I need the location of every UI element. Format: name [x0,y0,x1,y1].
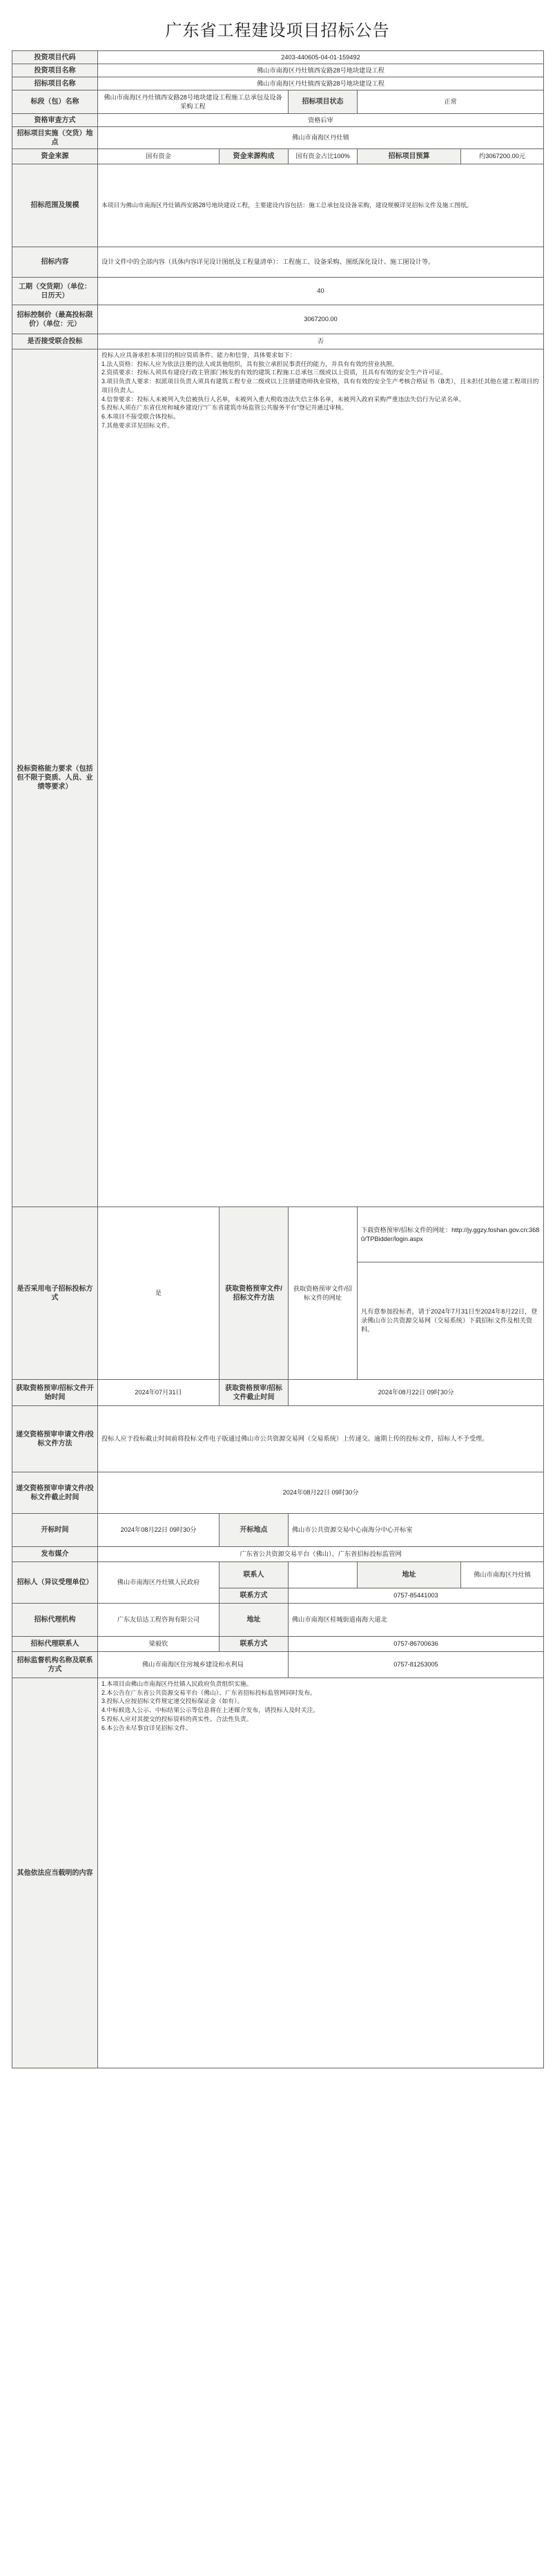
doc-get-url[interactable]: 下载资格预审/招标文件的网址：http://jy.ggzy.foshan.gov.cn:3680/TPBidder/login.aspx [358,1207,544,1262]
agency-label: 招标代理机构 [12,1604,98,1637]
agency-address-label: 地址 [220,1604,289,1637]
scope-label: 招标范围及规模 [12,164,98,247]
row-project-name [12,64,544,77]
publish-media-label: 发布媒介 [12,1547,98,1562]
location-label: 招标项目实施（交货）地点 [12,127,98,149]
project-name-label: 投资项目名称 [12,64,98,77]
supervisor-value: 佛山市南海区住房城乡建设和水利局 [98,1652,289,1678]
row-publish-media [12,1547,544,1562]
page-title: 广东省工程建设项目招标公告 [165,21,390,40]
supervisor-label: 招标监督机构名称及联系方式 [12,1652,98,1678]
row-agency [12,1604,544,1637]
doc-end-label: 获取资格预审/招标文件截止时间 [220,1380,289,1406]
row-qual-req [12,349,544,1207]
other-value: 1.本项目由佛山市南海区丹灶镇人民政府负责组织实施。 2.本公告在广东省公共资源交易平台（佛山）、广东省招标投标监管网同时发布。 3.投标人应按招标文件规定递交投标保证金（如有）。 4.中标候选人公示、中标结果公示等信息将在上述媒介发布，请投标人及时关注。 5.投标人应对其提交的投标资料的真实性、合法性负责。 6.本公告未尽事宜详见招标文件。 [98,1678,544,2068]
tenderee-name: 佛山市南海区丹灶镇人民政府 [98,1562,220,1604]
source-value: 国有资金 [98,149,220,164]
ceiling-label: 招标控制价（最高投标限价）（单位：元） [12,305,98,334]
budget-label: 招标项目预算 [358,149,461,164]
row-tenderee [12,1562,544,1588]
budget-value: 约3067200.00元 [461,149,544,164]
submit-deadline-label: 递交资格预审申请文件/投标文件截止时间 [12,1472,98,1514]
tenderee-label: 招标人（异议受理单位） [12,1562,98,1604]
row-qual-method [12,114,544,127]
project-code-label: 投资项目代码 [12,51,98,64]
joint-bid-label: 是否接受联合投标 [12,334,98,349]
row-scope [12,164,544,247]
status-label: 招标项目状态 [289,90,358,114]
joint-bid-value: 否 [98,334,544,349]
project-code-value: 2403-440605-04-01-159492 [98,51,544,64]
doc-get-method: 获取资格预审文件/招标文件的网址 [289,1207,358,1380]
row-supervisor [12,1652,544,1678]
project-name-value: 佛山市南海区丹灶镇西安路28号地块建设工程 [98,64,544,77]
tenderee-contact-label: 联系人 [220,1562,289,1588]
row-doc-times [12,1380,544,1406]
doc-start-value: 2024年07月31日 [98,1380,220,1406]
agency-address: 佛山市南海区桂城街道南海大道北 [289,1604,544,1637]
location-value: 佛山市南海区丹灶镇 [98,127,544,149]
supervisor-phone: 0757-81253005 [289,1652,544,1678]
doc-get-label: 获取资格预审文件/招标文件方法 [220,1207,289,1380]
content-label: 招标内容 [12,247,98,278]
tender-project-name-label: 招标项目名称 [12,77,98,90]
row-ceiling [12,305,544,334]
row-open [12,1514,544,1547]
e-bid-value: 是 [98,1207,220,1380]
section-name-label: 标段（包）名称 [12,90,98,114]
content-value: 设计文件中的全部内容（具体内容详见设计图纸及工程量清单）：工程施工、设备采购、图纸深化设计、施工图设计等。 [98,247,544,278]
tenderee-address-label: 地址 [358,1562,461,1588]
status-value: 正常 [358,90,544,114]
row-project-code [12,51,544,64]
source-label: 资金来源 [12,149,98,164]
duration-label: 工期（交货期）（单位：日历天） [12,278,98,305]
row-source [12,149,544,164]
scope-value: 本项目为佛山市南海区丹灶镇西安路28号地块建设工程，主要建设内容包括：施工总承包及设备采购，建设规模详见招标文件及施工图纸。 [98,164,544,247]
tenderee-phone: 0757-85441003 [289,1588,544,1604]
doc-get-note: 凡有意参加投标者，请于2024年7月31日至2024年8月22日，登录佛山市公共资源交易网（交易系统）下载招标文件及相关资料。 [358,1262,544,1380]
open-time-label: 开标时间 [12,1514,98,1547]
agency-phone: 0757-86700636 [289,1637,544,1652]
tenderee-address: 佛山市南海区丹灶镇 [461,1562,544,1588]
announcement-table [12,50,544,2068]
agency-contact-label: 招标代理联系人 [12,1637,98,1652]
source-ratio-label: 资金来源构成 [220,149,289,164]
row-tender-project-name [12,77,544,90]
e-bid-label: 是否采用电子招标投标方式 [12,1207,98,1380]
submit-method-value: 投标人应于投标截止时间前将投标文件电子版通过佛山市公共资源交易网（交易系统）上传递交。逾期上传的投标文件，招标人不予受理。 [98,1406,544,1472]
open-place-value: 佛山市公共资源交易中心南海分中心开标室 [289,1514,544,1547]
submit-deadline-value: 2024年08月22日 09时30分 [98,1472,544,1514]
open-place-label: 开标地点 [220,1514,289,1547]
qual-req-value: 投标人应具备承担本项目的相应资质条件、能力和信誉，具体要求如下： 1.法人资格：投标人应为依法注册的法人或其他组织，具有独立承担民事责任的能力，并具有有效的营业执照。 2.资质要求：投标人须具有建设行政主管部门核发的有效的建筑工程施工总承包三级或以上资质，且具有有效的安全生产许可证。 3.项目负责人要求：拟派项目负责人须具有建筑工程专业二级或以上注册建造师执业资格，具有有效的安全生产考核合格证书（B类），且未担任其他在建工程项目的项目负责人。 4.信誉要求：投标人未被列入失信被执行人名单，未被列入重大税收违法失信主体名单，未被列入政府采购严重违法失信行为记录名单。 5.投标人须在广东省住房和城乡建设厅“广东省建筑市场监管公共服务平台”登记并通过审核。 6.本项目不接受联合体投标。 7.其他要求详见招标文件。 [98,349,544,1207]
row-content [12,247,544,278]
row-submit [12,1406,544,1472]
row-section [12,90,544,114]
open-time-value: 2024年08月22日 09时30分 [98,1514,220,1547]
qual-req-label: 投标资格能力要求（包括但不限于资质、人员、业绩等要求） [12,349,98,1207]
doc-start-label: 获取资格预审/招标文件开始时间 [12,1380,98,1406]
agency-name: 广东友信达工程咨询有限公司 [98,1604,220,1637]
row-other [12,1678,544,2068]
row-location [12,127,544,149]
row-submit-deadline [12,1472,544,1514]
tenderee-contact [289,1562,358,1588]
duration-value: 40 [98,278,544,305]
qual-method-value: 资格后审 [98,114,544,127]
doc-end-value: 2024年08月22日 09时30分 [289,1380,544,1406]
row-joint-bid [12,334,544,349]
row-agency-contact [12,1637,544,1652]
agency-contact: 梁毅钦 [98,1637,220,1652]
other-label: 其他依法应当载明的内容 [12,1678,98,2068]
publish-media-value: 广东省公共资源交易平台（佛山）、广东省招标投标监管网 [98,1547,544,1562]
submit-method-label: 递交资格预审申请文件/投标文件方法 [12,1406,98,1472]
agency-phone-label: 联系方式 [220,1637,289,1652]
qual-method-label: 资格审查方式 [12,114,98,127]
source-ratio-value: 国有资金占比100% [289,149,358,164]
tender-project-name-value: 佛山市南海区丹灶镇西安路28号地块建设工程 [98,77,544,90]
row-e-bid [12,1207,544,1262]
ceiling-value: 3067200.00 [98,305,544,334]
section-name-value: 佛山市南海区丹灶镇西安路28号地块建设工程施工总承包及设备采购工程 [98,90,289,114]
row-duration [12,278,544,305]
tenderee-phone-label: 联系方式 [220,1588,289,1604]
